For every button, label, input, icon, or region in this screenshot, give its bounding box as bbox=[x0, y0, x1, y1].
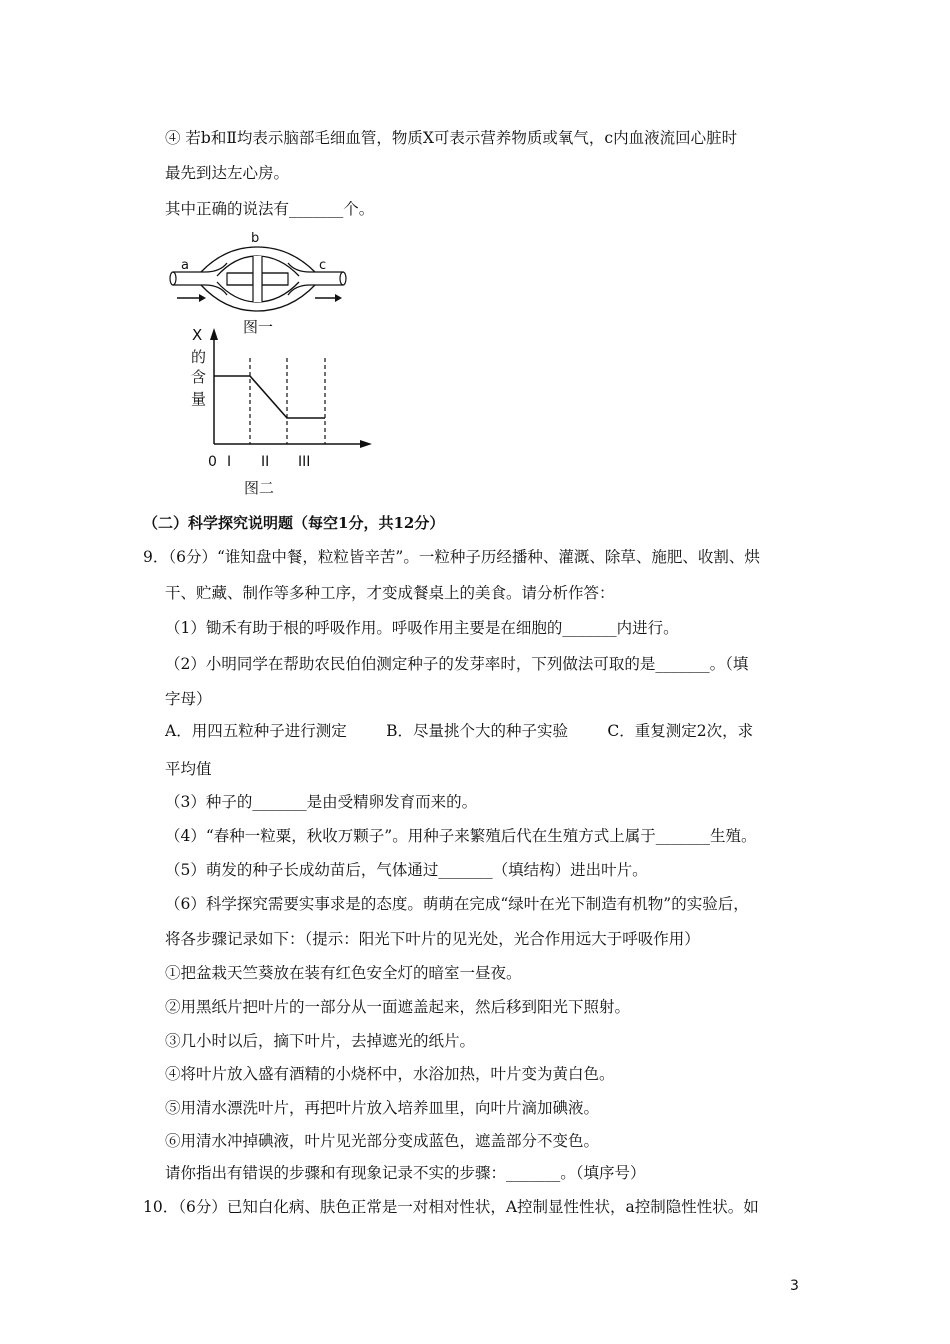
q9-part2-line1: （2）小明同学在帮助农民伯伯测定种子的发芽率时，下列做法可取的是_______。（填 bbox=[165, 655, 749, 673]
ylabel-char-1: X bbox=[192, 326, 203, 344]
item4-line2: 最先到达左心房。 bbox=[165, 164, 290, 182]
figure2-caption: 图二 bbox=[244, 479, 275, 497]
section-title: （二）科学探究说明题（每空1分，共12分） bbox=[143, 514, 445, 532]
ylabel-char-3: 含 bbox=[191, 368, 207, 386]
tick-1: I bbox=[227, 454, 232, 470]
page-number: 3 bbox=[790, 1278, 799, 1294]
q9-step1: ①把盆栽天竺葵放在装有红色安全灯的暗室一昼夜。 bbox=[165, 964, 522, 982]
q9-part1: （1）锄禾有助于根的呼吸作用。呼吸作用主要是在细胞的_______内进行。 bbox=[165, 619, 679, 637]
ylabel-char-2: 的 bbox=[191, 348, 207, 366]
q9-step3: ③几小时以后，摘下叶片，去掉遮光的纸片。 bbox=[165, 1032, 476, 1050]
q9-ask: 请你指出有错误的步骤和有现象记录不实的步骤：_______。（填序号） bbox=[165, 1164, 646, 1182]
q10-line1: 10．（6分）已知白化病、肤色正常是一对相对性状，A控制显性性状，a控制隐性性状。如 bbox=[143, 1198, 759, 1216]
q9-part4: （4）“春种一粒粟，秋收万颗子”。用种子来繁殖后代在生殖方式上属于_______生殖。 bbox=[165, 827, 757, 845]
q9-part6-line1: （6）科学探究需要实事求是的态度。萌萌在完成“绿叶在光下制造有机物”的实验后， bbox=[165, 895, 749, 913]
label-c: c bbox=[319, 258, 327, 273]
q9-line1: 9．（6分）“谁知盘中餐，粒粒皆辛苦”。一粒种子历经播种、灌溉、除草、施肥、收割、烘 bbox=[143, 548, 760, 566]
q9-part3: （3）种子的_______是由受精卵发育而来的。 bbox=[165, 793, 478, 811]
q9-line2: 干、贮藏、制作等多种工序，才变成餐桌上的美食。请分析作答： bbox=[165, 584, 615, 602]
q9-part2-line2: 字母） bbox=[165, 690, 212, 708]
q9-step5: ⑤用清水漂洗叶片，再把叶片放入培养皿里，向叶片滴加碘液。 bbox=[165, 1099, 600, 1117]
tick-3: III bbox=[298, 454, 311, 470]
q9-step2: ②用黑纸片把叶片的一部分从一面遮盖起来，然后移到阳光下照射。 bbox=[165, 998, 631, 1016]
question-prompt: 其中正确的说法有_______个。 bbox=[165, 200, 375, 218]
figure1-caption: 图一 bbox=[243, 318, 274, 336]
ylabel-char-4: 量 bbox=[191, 390, 207, 408]
q9-part5: （5）萌发的种子长成幼苗后，气体通过_______（填结构）进出叶片。 bbox=[165, 861, 648, 879]
q9-part6-line2: 将各步骤记录如下：（提示：阳光下叶片的见光处，光合作用远大于呼吸作用） bbox=[165, 930, 700, 948]
q9-part2-options-line2: 平均值 bbox=[165, 760, 212, 778]
q9-step4: ④将叶片放入盛有酒精的小烧杯中，水浴加热，叶片变为黄白色。 bbox=[165, 1065, 615, 1083]
q9-part2-options: A．用四五粒种子进行测定 B．尽量挑个大的种子实验 C．重复测定2次，求 bbox=[165, 722, 754, 740]
figure2-graph bbox=[180, 318, 380, 503]
label-b: b bbox=[251, 231, 260, 246]
item4-line1: ④ 若b和Ⅱ均表示脑部毛细血管，物质X可表示营养物质或氧气，c内血液流回心脏时 bbox=[165, 129, 738, 147]
q9-step6: ⑥用清水冲掉碘液，叶片见光部分变成蓝色，遮盖部分不变色。 bbox=[165, 1132, 600, 1150]
label-a: a bbox=[181, 258, 189, 273]
tick-2: II bbox=[261, 454, 270, 470]
origin-label: 0 bbox=[208, 454, 217, 470]
